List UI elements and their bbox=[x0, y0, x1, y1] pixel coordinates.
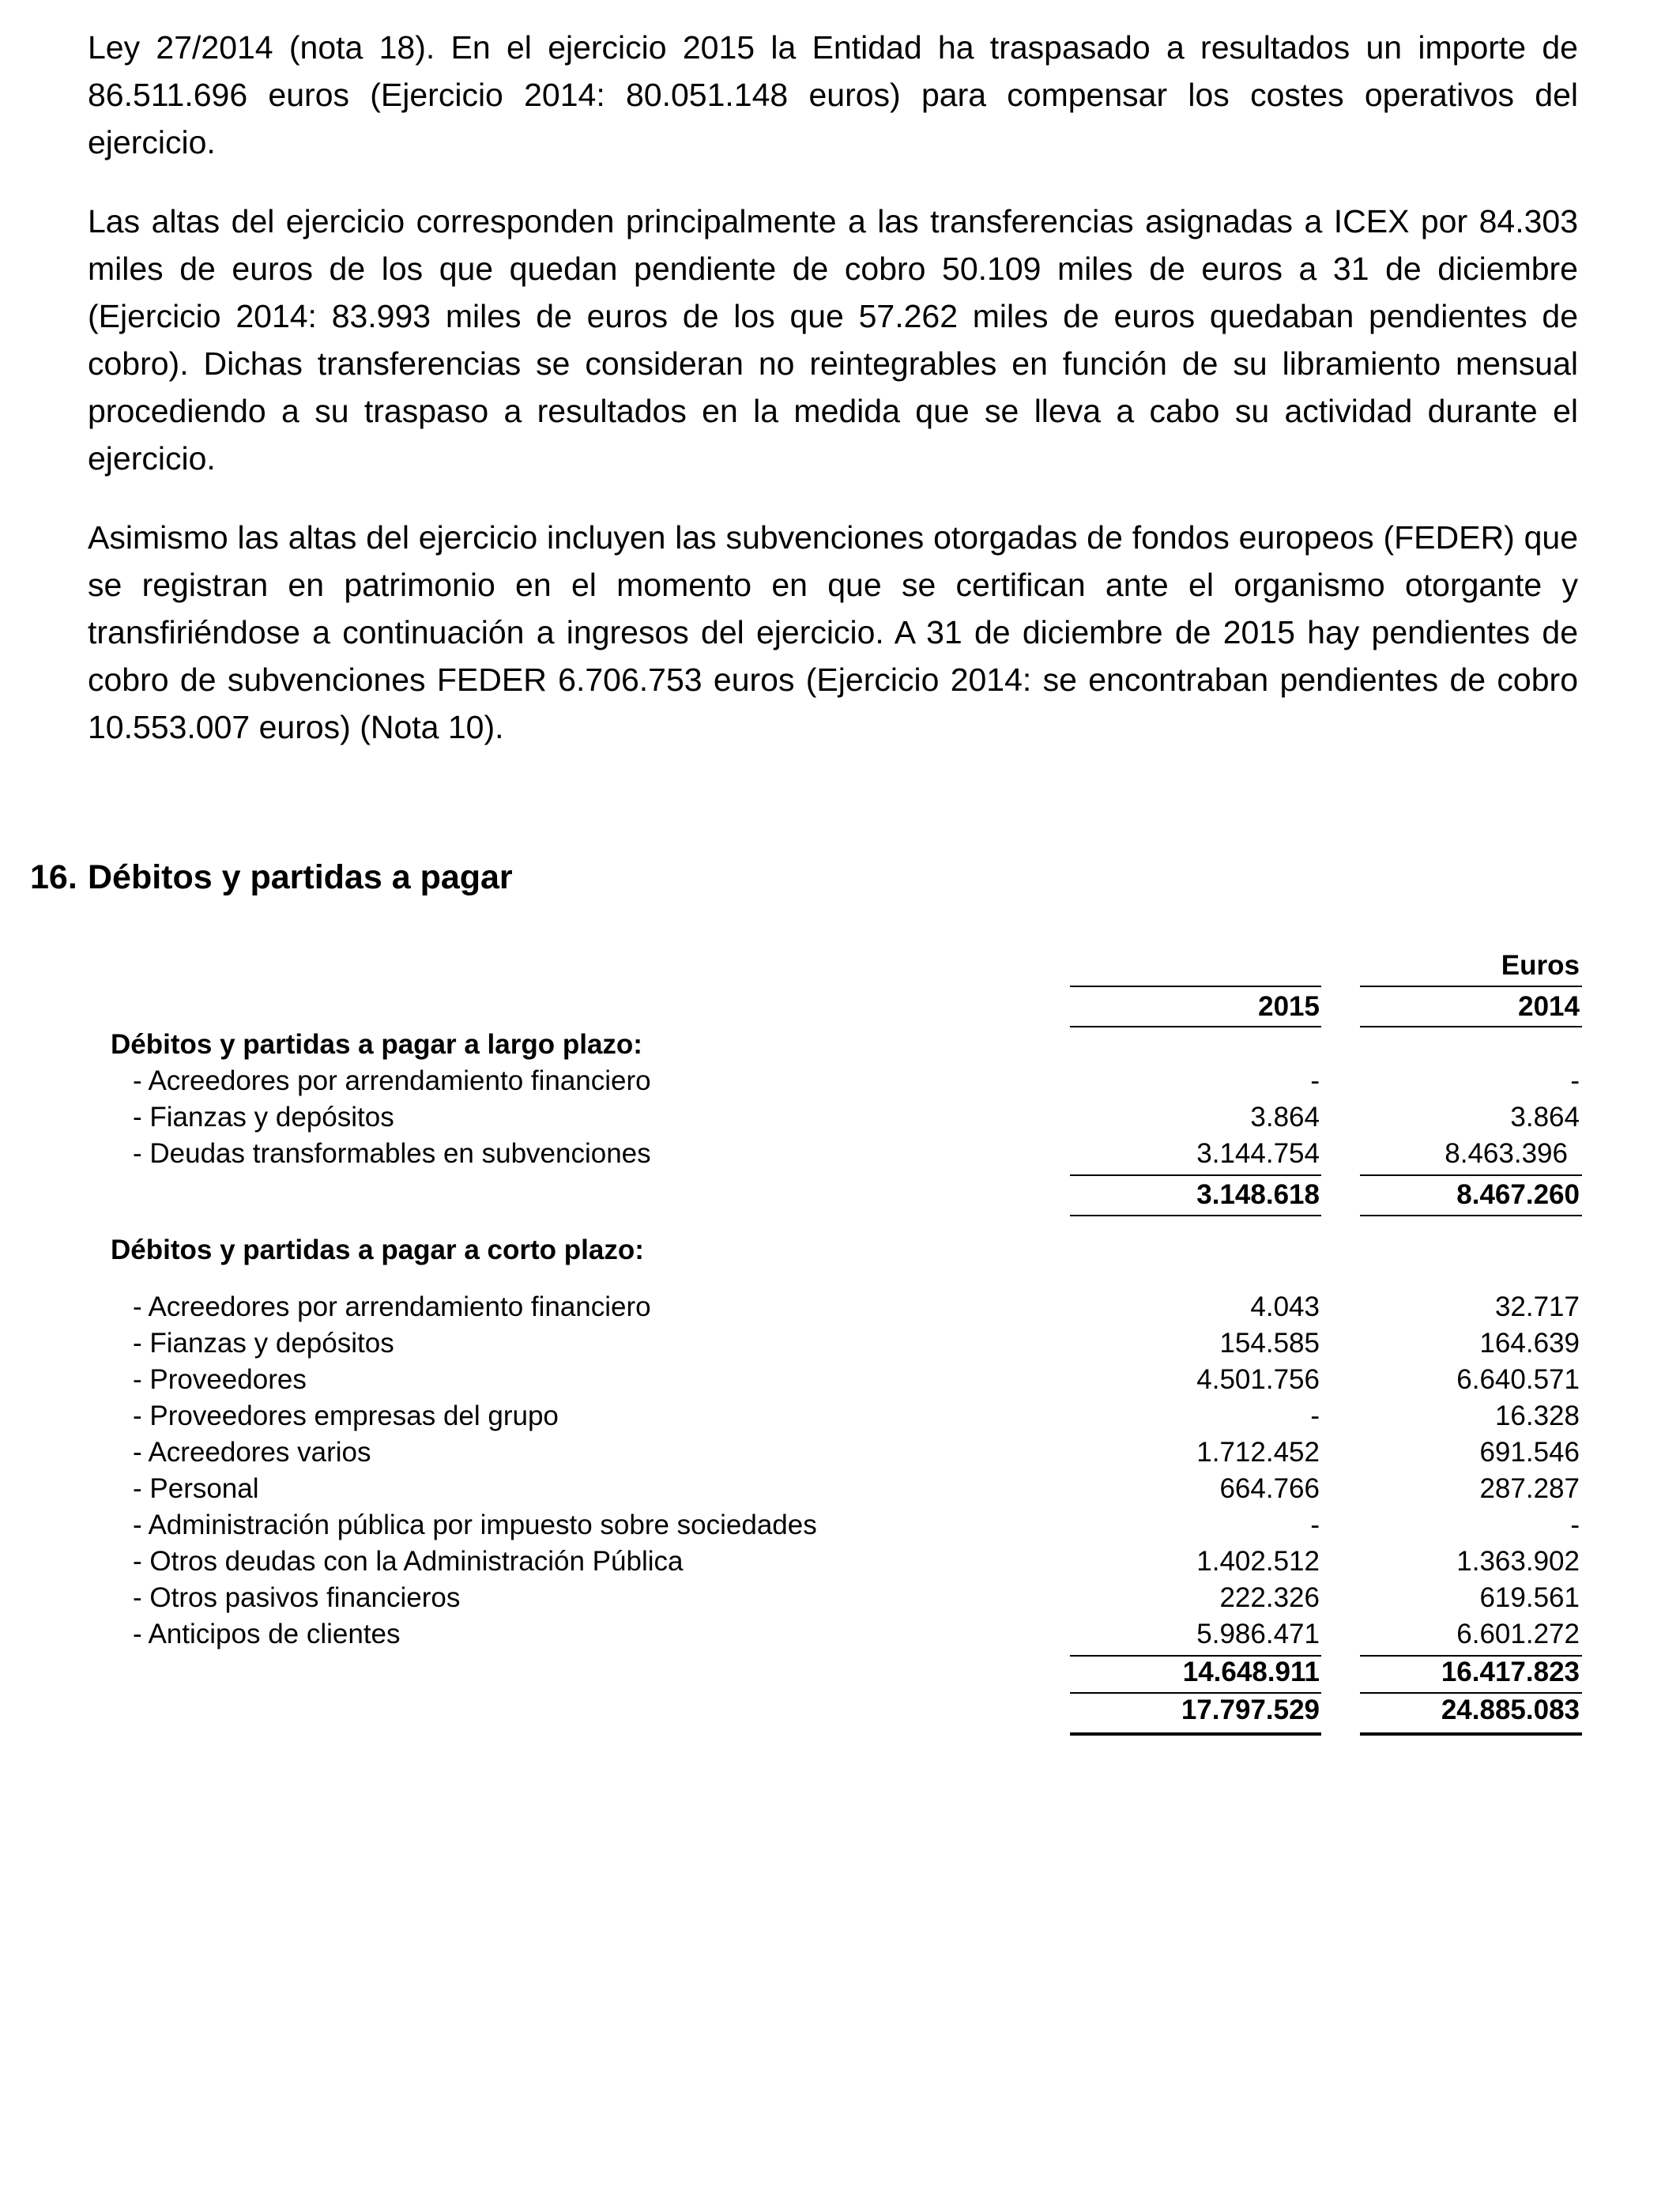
subtotal-rule bbox=[1070, 1174, 1321, 1176]
year-header-2014: 2014 bbox=[1518, 991, 1580, 1022]
grand-total-2014: 24.885.083 bbox=[1441, 1695, 1580, 1725]
table-row-value-2015: 5.986.471 bbox=[1196, 1619, 1320, 1649]
table-row-value-2015: 1.712.452 bbox=[1196, 1437, 1320, 1468]
short-term-subtotal-2015: 14.648.911 bbox=[1182, 1657, 1320, 1687]
header-rule bbox=[1070, 1026, 1321, 1027]
table-row-value-2015: 3.864 bbox=[1250, 1102, 1320, 1133]
section-title: Débitos y partidas a pagar bbox=[88, 858, 513, 896]
table-row-value-2014: 1.363.902 bbox=[1456, 1546, 1580, 1577]
short-term-subtotal-2014: 16.417.823 bbox=[1441, 1657, 1580, 1687]
table-row-value-2014: 32.717 bbox=[1494, 1291, 1580, 1322]
paragraph-1: Ley 27/2014 (nota 18). En el ejercicio 2015 la Entidad ha traspasado a resultados un importe de 86.511.696 euros (Ejercicio 2014: 80.051.148 euros) para compensar los costes operativos del ejercicio. bbox=[88, 29, 1578, 160]
table-row-label: - Acreedores varios bbox=[133, 1437, 371, 1468]
section-number: 16. bbox=[30, 858, 77, 896]
table-row-value-2015: 222.326 bbox=[1219, 1582, 1320, 1613]
long-term-subtotal-2014: 8.467.260 bbox=[1456, 1179, 1580, 1210]
table-row-value-2014: 6.640.571 bbox=[1456, 1364, 1580, 1395]
table-row-value-2014: - bbox=[1570, 1510, 1580, 1540]
table-row-value-2014: 3.864 bbox=[1510, 1102, 1580, 1133]
table-row-value-2015: - bbox=[1310, 1065, 1320, 1096]
table-row-value-2015: 154.585 bbox=[1219, 1328, 1320, 1359]
table-row-label: - Personal bbox=[133, 1473, 259, 1504]
table-row-label: - Anticipos de clientes bbox=[133, 1619, 401, 1649]
table-row-value-2014: 6.601.272 bbox=[1456, 1619, 1580, 1649]
table-row-label: - Fianzas y depósitos bbox=[133, 1102, 394, 1133]
table-row-value-2014: 8.463.396 bbox=[1445, 1138, 1568, 1169]
table-row-value-2014: 691.546 bbox=[1479, 1437, 1580, 1468]
subtotal-rule bbox=[1360, 1215, 1582, 1216]
table-row-value-2014: 619.561 bbox=[1479, 1582, 1580, 1613]
table-row-label: - Fianzas y depósitos bbox=[133, 1328, 394, 1359]
total-rule bbox=[1360, 1732, 1582, 1736]
long-term-title: Débitos y partidas a pagar a largo plazo: bbox=[111, 1029, 642, 1060]
table-row-value-2015: 664.766 bbox=[1219, 1473, 1320, 1504]
header-rule bbox=[1360, 1026, 1582, 1027]
table-row-label: - Proveedores empresas del grupo bbox=[133, 1400, 559, 1431]
short-term-title: Débitos y partidas a pagar a corto plazo: bbox=[111, 1235, 644, 1265]
table-row-value-2014: 164.639 bbox=[1479, 1328, 1580, 1359]
table-row-label: - Otros pasivos financieros bbox=[133, 1582, 461, 1613]
table-row-label: - Proveedores bbox=[133, 1364, 307, 1395]
table-row-label: - Acreedores por arrendamiento financiero bbox=[133, 1065, 651, 1096]
table-row-value-2015: 3.144.754 bbox=[1196, 1138, 1320, 1169]
year-header-2015: 2015 bbox=[1258, 991, 1320, 1022]
long-term-subtotal-2015: 3.148.618 bbox=[1196, 1179, 1320, 1210]
table-row-label: - Otros deudas con la Administración Pública bbox=[133, 1546, 684, 1577]
grand-total-2015: 17.797.529 bbox=[1181, 1695, 1320, 1725]
paragraph-3: Asimismo las altas del ejercicio incluyen las subvenciones otorgadas de fondos europeos (FEDER) que se registran en patrimonio en el momento en que se certifican ante el organismo otorgante y transfiriéndose a continuación a ingresos del ejercicio. A 31 de diciembre de 2015 hay pendientes de cobro de subvenciones FEDER 6.706.753 euros (Ejercicio 2014: se encontraban pendientes de cobro 10.553.007 euros) (Nota 10). bbox=[88, 519, 1578, 745]
unit-header: Euros bbox=[1501, 950, 1580, 981]
table-row-value-2015: 4.043 bbox=[1250, 1291, 1320, 1322]
table-row-value-2014: 16.328 bbox=[1494, 1400, 1580, 1431]
total-rule bbox=[1070, 1732, 1321, 1736]
table-row-value-2014: - bbox=[1570, 1065, 1580, 1096]
table-row-value-2015: - bbox=[1310, 1510, 1320, 1540]
header-rule bbox=[1360, 986, 1582, 987]
paragraph-2: Las altas del ejercicio corresponden principalmente a las transferencias asignadas a ICEX por 84.303 miles de euros de los que quedan pendiente de cobro 50.109 miles de euros a 31 de diciembre (Ejercicio 2014: 83.993 miles de euros de los que 57.262 miles de euros quedaban pendientes de cobro). Dichas transferencias se consideran no reintegrables en función de su libramiento mensual procediendo a su traspaso a resultados en la medida que se lleva a cabo su actividad durante el ejercicio. bbox=[88, 203, 1578, 477]
table-row-label: - Acreedores por arrendamiento financiero bbox=[133, 1291, 651, 1322]
table-row-value-2015: 4.501.756 bbox=[1196, 1364, 1320, 1395]
table-row-label: - Deudas transformables en subvenciones bbox=[133, 1138, 651, 1169]
subtotal-rule bbox=[1070, 1215, 1321, 1216]
header-rule bbox=[1070, 986, 1321, 987]
subtotal-rule bbox=[1360, 1174, 1582, 1176]
table-row-value-2015: - bbox=[1310, 1400, 1320, 1431]
table-row-value-2014: 287.287 bbox=[1479, 1473, 1580, 1504]
table-row-value-2015: 1.402.512 bbox=[1196, 1546, 1320, 1577]
table-row-label: - Administración pública por impuesto sobre sociedades bbox=[133, 1510, 817, 1540]
